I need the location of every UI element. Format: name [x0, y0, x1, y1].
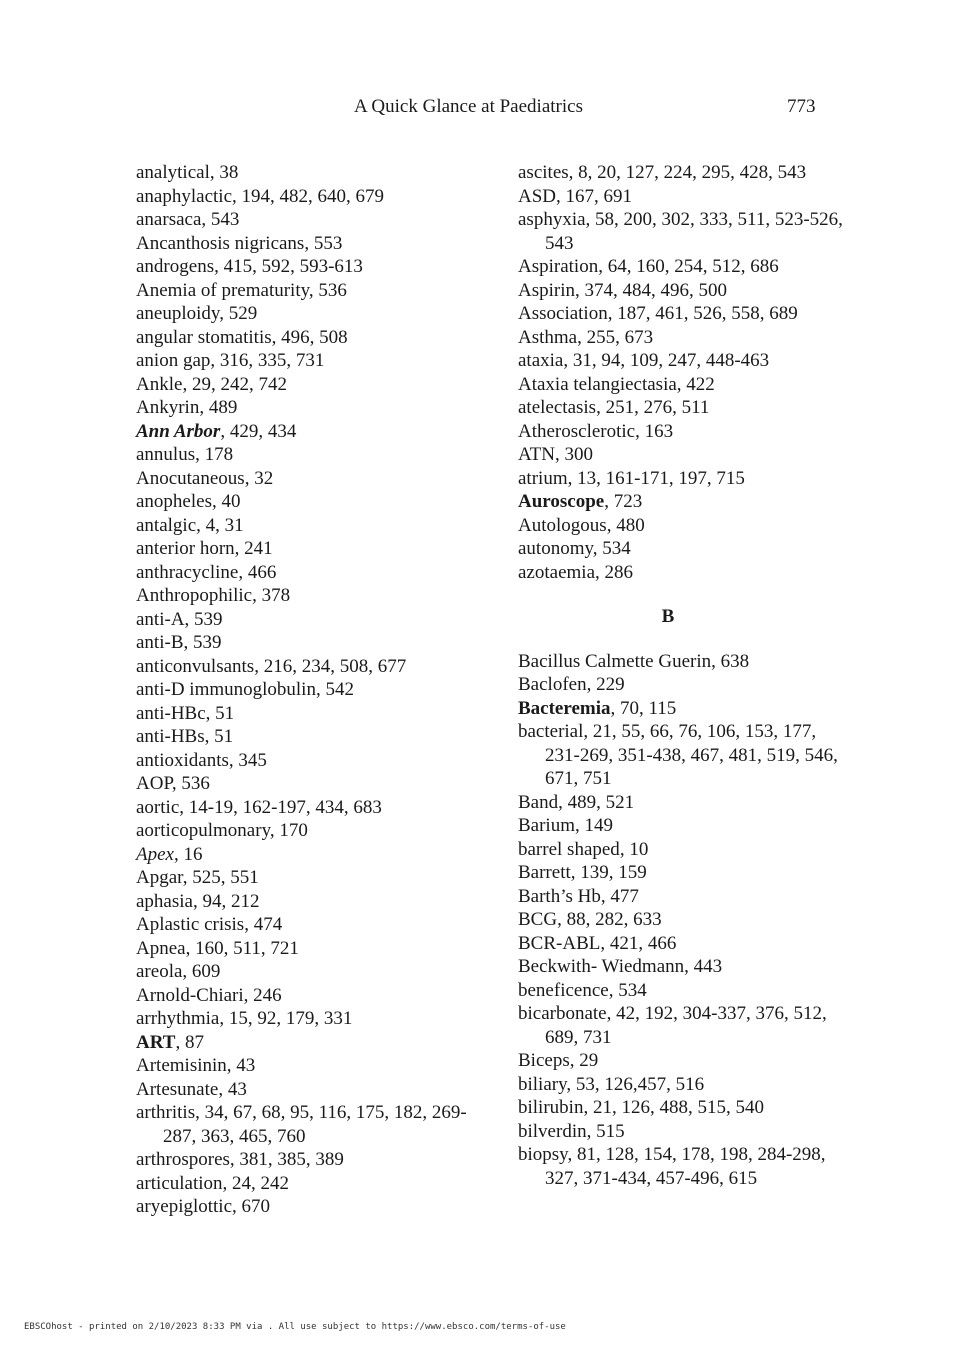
index-entry: [136, 1148, 486, 1172]
index-term: antioxidants: [136, 749, 229, 771]
index-entry: [518, 979, 848, 1003]
section-spacer: [518, 584, 848, 605]
index-term: AOP: [136, 773, 172, 794]
index-term: Artesunate: [136, 1078, 219, 1100]
index-page-refs: , 286: [595, 561, 634, 583]
index-page-refs: , 53, 126,457, 516: [566, 1073, 705, 1095]
index-page-refs: , 43: [218, 1078, 247, 1100]
index-term: articulation: [136, 1172, 223, 1194]
index-entry: [136, 302, 486, 326]
index-entry: [518, 467, 848, 491]
index-page-refs: , 21, 126, 488, 515, 540: [583, 1097, 764, 1118]
index-entry: [136, 185, 486, 209]
index-entry: [518, 161, 848, 185]
index-entry: [136, 1007, 486, 1031]
index-entry: [518, 1002, 848, 1049]
index-entry: [518, 1143, 848, 1190]
index-page-refs: , 246: [243, 984, 282, 1006]
index-page-refs: , 474: [244, 914, 283, 935]
index-page-refs: , 15, 92, 179, 331: [219, 1008, 353, 1029]
index-term: antalgic: [136, 514, 197, 536]
index-entry: [136, 467, 486, 491]
index-term: arthritis: [136, 1102, 196, 1123]
index-page-refs: , 87: [175, 1031, 204, 1053]
index-term: Auroscope: [518, 491, 605, 512]
index-entry: [518, 373, 848, 397]
section-spacer: [518, 629, 848, 650]
index-term: Baclofen: [518, 674, 587, 695]
index-page-refs: , 194, 482, 640, 679: [232, 185, 385, 207]
index-term: anticonvulsants: [136, 655, 255, 677]
index-page-refs: , 24, 242: [222, 1172, 290, 1194]
index-term: bilverdin: [518, 1120, 587, 1142]
index-term: Ataxia telangiectasia: [518, 373, 677, 395]
index-page-refs: , 70, 115: [610, 697, 677, 719]
index-entry: [136, 749, 486, 773]
index-page-refs: , 139, 159: [570, 862, 647, 883]
index-term: BCR-ABL: [518, 932, 601, 954]
index-entry: [518, 814, 848, 838]
index-entry: [136, 279, 486, 303]
index-term: Aspiration: [518, 256, 599, 277]
index-entry: [136, 819, 486, 843]
index-page-refs: , 4, 31: [196, 514, 244, 536]
index-entry: [518, 650, 848, 674]
index-page-refs: , 10: [619, 838, 649, 860]
index-term: ASD: [518, 185, 557, 207]
index-page-refs: , 542: [315, 679, 354, 700]
index-entry: [518, 349, 848, 373]
index-page-refs: , 381, 385, 389: [229, 1149, 344, 1170]
index-page-refs: , 477: [600, 885, 639, 907]
index-term: aortic: [136, 796, 180, 818]
index-entry: [136, 443, 486, 467]
index-page-refs: , 496, 508: [271, 326, 348, 348]
index-page-refs: , 29, 242, 742: [182, 373, 287, 395]
index-page-refs: , 81, 128, 154, 178, 198, 284-298, 327, 371-434, 457-496, 615: [545, 1144, 826, 1189]
index-term: anti-B: [136, 632, 184, 653]
index-entry: [518, 326, 848, 350]
index-entry: [136, 1172, 486, 1196]
index-page-refs: , 51: [204, 726, 234, 747]
index-term: areola: [136, 961, 183, 982]
index-entry: [518, 932, 848, 956]
index-entry: [136, 232, 486, 256]
index-page-refs: , 8, 20, 127, 224, 295, 428, 543: [568, 162, 807, 183]
index-term: Ankle: [136, 373, 183, 395]
index-page-refs: , 374, 484, 496, 500: [575, 279, 727, 301]
index-page-refs: , 149: [575, 815, 613, 836]
index-section-a-continued: [518, 161, 848, 584]
index-entry: [518, 1096, 848, 1120]
index-page-refs: , 670: [232, 1196, 271, 1217]
index-page-refs: , 415, 592, 593-613: [214, 256, 363, 277]
index-entry: [136, 1031, 486, 1055]
index-term: arthrospores: [136, 1149, 230, 1170]
index-term: Ann Arbor: [136, 420, 221, 442]
index-term: biliary: [518, 1073, 567, 1095]
index-entry: [518, 514, 848, 538]
index-page-refs: , 543: [201, 209, 240, 230]
index-term: Beckwith- Wiedmann: [518, 956, 685, 977]
index-term: anti-A: [136, 608, 185, 630]
index-page-refs: , 345: [228, 749, 267, 771]
book-title: A Quick Glance at Paediatrics: [354, 96, 583, 117]
index-page-refs: , 378: [252, 585, 291, 606]
index-page-refs: , 553: [304, 232, 343, 254]
index-term: Anthropophilic: [136, 585, 253, 606]
index-term: anaphylactic: [136, 185, 233, 207]
index-page-refs: , 31, 94, 109, 247, 448-463: [563, 350, 770, 371]
index-entry: [136, 561, 486, 585]
index-entry: [136, 678, 486, 702]
index-page-refs: , 16: [173, 843, 203, 865]
index-entry: [518, 537, 848, 561]
ebsco-footer: EBSCOhost - printed on 2/10/2023 8:33 PM via . All use subject to https://www.ebsco.com/terms-of-use: [24, 1322, 566, 1332]
index-entry: [518, 255, 848, 279]
index-page-refs: , 40: [211, 491, 241, 512]
index-page-refs: , 638: [711, 650, 750, 672]
index-term: bacterial: [518, 721, 584, 742]
index-entry: [518, 396, 848, 420]
index-page-refs: , 466: [238, 561, 277, 583]
index-term: ascites: [518, 162, 569, 183]
index-page-refs: , 58, 200, 302, 333, 511, 523-526, 543: [545, 209, 843, 254]
index-entry: [518, 1073, 848, 1097]
index-entry: [136, 843, 486, 867]
index-page-refs: , 609: [182, 961, 221, 982]
index-entry: [518, 955, 848, 979]
index-entry: [136, 1054, 486, 1078]
index-entry: [518, 720, 848, 791]
index-page-refs: , 64, 160, 254, 512, 686: [598, 256, 779, 277]
index-entry: [136, 584, 486, 608]
index-term: atrium: [518, 467, 568, 489]
index-entry: [136, 349, 486, 373]
index-entry: [518, 1049, 848, 1073]
index-entry: [136, 1078, 486, 1102]
index-entry: [136, 514, 486, 538]
index-page-refs: , 515: [586, 1120, 625, 1142]
index-entry: [136, 937, 486, 961]
index-page-refs: , 723: [604, 491, 643, 512]
index-page-refs: , 480: [606, 514, 645, 536]
index-entry: [518, 185, 848, 209]
index-entry: [136, 913, 486, 937]
index-entry: [518, 861, 848, 885]
index-term: anopheles: [136, 491, 212, 512]
index-entry: [136, 608, 486, 632]
index-term: azotaemia: [518, 561, 596, 583]
index-column-right: [518, 161, 848, 1190]
index-term: anti-HBc: [136, 702, 206, 724]
index-term: analytical: [136, 162, 210, 183]
index-page-refs: , 421, 466: [600, 932, 677, 954]
index-term: ataxia: [518, 350, 564, 371]
index-entry: [518, 561, 848, 585]
index-page-refs: , 51: [205, 702, 235, 724]
index-entry: [136, 960, 486, 984]
index-entry: [136, 396, 486, 420]
index-entry: [136, 1101, 486, 1148]
index-term: anthracycline: [136, 561, 239, 583]
index-term: Apgar: [136, 867, 183, 888]
index-page-refs: , 316, 335, 731: [210, 350, 325, 371]
index-page-refs: , 489: [199, 397, 238, 418]
index-page-refs: , 525, 551: [182, 867, 259, 888]
index-section-b: [518, 650, 848, 1191]
index-term: Aplastic crisis: [136, 914, 245, 935]
index-term: barrel shaped: [518, 838, 620, 860]
index-page-refs: , 88, 282, 633: [557, 909, 662, 930]
index-term: Apex: [136, 843, 174, 865]
index-page-refs: , 34, 67, 68, 95, 116, 175, 182, 269-287, 363, 465, 760: [163, 1102, 467, 1147]
index-page-refs: , 187, 461, 526, 558, 689: [607, 303, 798, 324]
index-term: Anocutaneous: [136, 467, 245, 489]
index-entry: [136, 326, 486, 350]
index-entry: [136, 1195, 486, 1219]
page-number: 773: [787, 96, 816, 117]
index-page-refs: , 539: [183, 632, 222, 653]
index-term: anarsaca: [136, 209, 202, 230]
index-term: anti-HBs: [136, 726, 205, 747]
index-term: aneuploidy: [136, 303, 220, 324]
index-page-refs: , 429, 434: [220, 420, 297, 442]
index-term: bilirubin: [518, 1097, 584, 1118]
index-term: Arnold-Chiari: [136, 984, 244, 1006]
index-page-refs: , 167, 691: [556, 185, 633, 207]
index-term: annulus: [136, 444, 196, 465]
index-page-refs: , 32: [244, 467, 274, 489]
index-page-refs: , 300: [554, 444, 593, 465]
index-term: Bacillus Calmette Guerin: [518, 650, 712, 672]
index-page-refs: , 534: [592, 538, 631, 559]
index-page-refs: , 489, 521: [558, 791, 635, 813]
index-entry: [136, 208, 486, 232]
index-entry: [136, 655, 486, 679]
index-page-refs: , 43: [226, 1055, 256, 1076]
index-page-refs: , 241: [234, 538, 273, 559]
index-page-refs: , 229: [586, 674, 625, 695]
index-page-refs: , 14-19, 162-197, 434, 683: [179, 796, 382, 818]
index-term: angular stomatitis: [136, 326, 272, 348]
index-page-refs: , 94, 212: [192, 890, 260, 912]
index-term: Biceps: [518, 1050, 570, 1071]
index-entry: [136, 725, 486, 749]
index-entry: [136, 866, 486, 890]
index-page-refs: , 529: [219, 303, 258, 324]
index-page-refs: , 29: [569, 1050, 599, 1071]
index-entry: [136, 537, 486, 561]
index-term: ATN: [518, 444, 555, 465]
index-page-refs: , 251, 276, 511: [596, 397, 710, 418]
index-term: Atherosclerotic: [518, 420, 636, 442]
index-page-refs: , 443: [684, 956, 723, 977]
index-column-left: [136, 161, 486, 1219]
index-entry: [518, 885, 848, 909]
index-entry: [518, 279, 848, 303]
index-entry: [136, 772, 486, 796]
index-term: Barium: [518, 815, 575, 836]
index-entry: [136, 255, 486, 279]
index-term: beneficence: [518, 979, 609, 1001]
index-term: Apnea: [136, 937, 186, 959]
index-page-refs: , 536: [308, 279, 347, 301]
index-term: Band: [518, 791, 559, 813]
index-term: Asthma: [518, 326, 578, 348]
index-entry: [518, 838, 848, 862]
index-term: aorticopulmonary: [136, 820, 270, 841]
index-page-refs: , 178: [195, 444, 234, 465]
index-term: androgens: [136, 256, 215, 277]
index-term: atelectasis: [518, 397, 597, 418]
index-term: ART: [136, 1031, 176, 1053]
index-term: Ancanthosis nigricans: [136, 232, 305, 254]
index-term: aryepiglottic: [136, 1196, 233, 1217]
index-entry: [518, 302, 848, 326]
index-entry: [518, 490, 848, 514]
index-entry: [136, 161, 486, 185]
section-letter-heading: B: [661, 606, 675, 627]
index-term: anti-D immunoglobulin: [136, 679, 316, 700]
index-term: anterior horn: [136, 538, 235, 559]
index-entry: [518, 1120, 848, 1144]
index-term: Anemia of prematurity: [136, 279, 309, 301]
index-term: Association: [518, 303, 608, 324]
index-term: asphyxia: [518, 209, 586, 230]
index-entry: [136, 984, 486, 1008]
index-entry: [136, 796, 486, 820]
index-term: arrhythmia: [136, 1008, 220, 1029]
index-page-refs: , 539: [184, 608, 223, 630]
index-term: Ankyrin: [136, 397, 200, 418]
index-entry: [136, 890, 486, 914]
index-page-refs: , 216, 234, 508, 677: [254, 655, 407, 677]
index-entry: [518, 908, 848, 932]
index-page-refs: , 170: [269, 820, 308, 841]
index-term: bicarbonate: [518, 1003, 607, 1024]
running-header: [0, 96, 955, 122]
index-entry: [518, 673, 848, 697]
index-entry: [136, 420, 486, 444]
index-term: BCG: [518, 909, 558, 930]
index-page-refs: , 422: [676, 373, 715, 395]
index-term: biopsy: [518, 1144, 568, 1165]
index-term: aphasia: [136, 890, 193, 912]
index-page-refs: , 38: [209, 162, 239, 183]
index-entry: [518, 420, 848, 444]
index-term: Aspirin: [518, 279, 575, 301]
index-term: Autologous: [518, 514, 607, 536]
index-page-refs: , 534: [608, 979, 647, 1001]
index-entry: [518, 791, 848, 815]
index-entry: [518, 697, 848, 721]
index-page-refs: , 255, 673: [577, 326, 654, 348]
index-term: anion gap: [136, 350, 211, 371]
index-page-refs: , 160, 511, 721: [185, 937, 299, 959]
index-entry: [518, 208, 848, 255]
index-page-refs: , 21, 55, 66, 76, 106, 153, 177, 231-269, 351-438, 467, 481, 519, 546, 671, 751: [545, 721, 838, 789]
index-entry: [136, 631, 486, 655]
index-term: Bacteremia: [518, 697, 611, 719]
index-page-refs: , 536: [171, 773, 210, 794]
index-entry: [136, 490, 486, 514]
index-entry: [136, 702, 486, 726]
index-page-refs: , 42, 192, 304-337, 376, 512, 689, 731: [545, 1003, 827, 1048]
index-term: autonomy: [518, 538, 593, 559]
index-page-refs: , 13, 161-171, 197, 715: [567, 467, 745, 489]
index-entry: [518, 443, 848, 467]
index-entry: [136, 373, 486, 397]
index-term: Barth’s Hb: [518, 885, 601, 907]
index-page-refs: , 163: [635, 420, 674, 442]
index-term: Barrett: [518, 862, 571, 883]
index-term: Artemisinin: [136, 1055, 227, 1076]
